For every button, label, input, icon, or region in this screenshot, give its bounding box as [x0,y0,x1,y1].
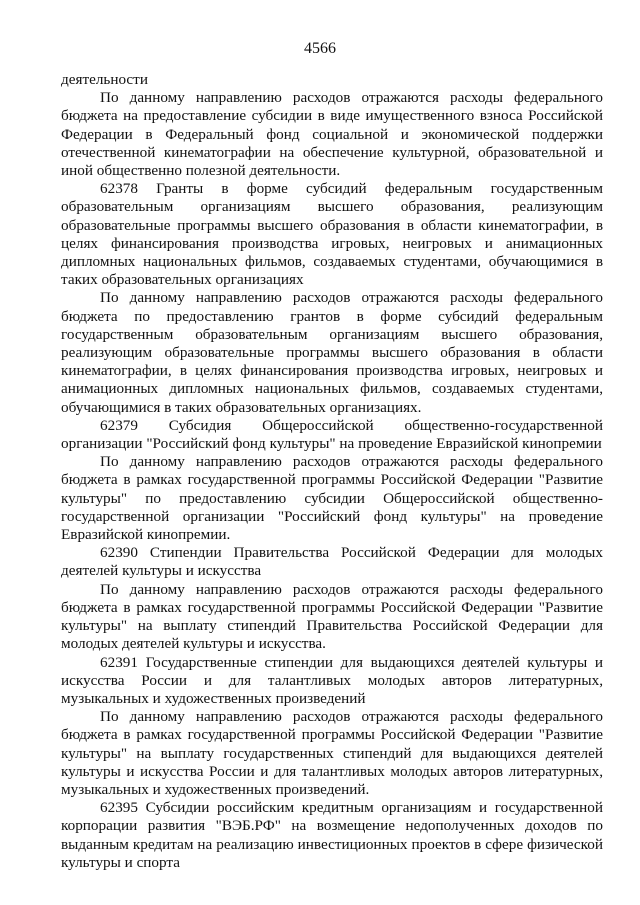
paragraph-expense-description: По данному направлению расходов отражаются расходы федерального бюджета в рамках государственной программы Российской Федерации "Развитие культуры" по предоставлению субсидии Общероссийской общественно-государственной организации "Российский фонд культуры" на проведение Евразийской кинопремии. [61,453,603,544]
paragraph-code-62379: 62379 Субсидия Общероссийской общественно-государственной организации "Российский фонд культуры" на проведение Евразийской кинопремии [61,416,603,453]
page-number: 4566 [304,40,336,57]
paragraph-expense-description: По данному направлению расходов отражаются расходы федерального бюджета на предоставление субсидии в виде имущественного взноса Российской Федерации в Федеральный фонд социальной и экономической поддержки отечественной кинематографии на обеспечение культурной, образовательной и иной общественно полезной деятельности. [61,89,603,180]
paragraph-code-62395: 62395 Субсидии российским кредитным организациям и государственной корпорации развития "ВЭБ.РФ" на возмещение недополученных доходов по выданным кредитам на реализацию инвестиционных проектов в сфере физической культуры и спорта [61,799,603,871]
paragraph-expense-description: По данному направлению расходов отражаются расходы федерального бюджета по предоставлению грантов в форме субсидий федеральным государственным образовательным организациям высшего образования, реализующим образовательные программы высшего образования в области кинематографии, в целях финансирования производства игровых, неигровых и анимационных дипломных национальных фильмов, создаваемых студентами, обучающимися в таких образовательных организациях. [61,289,603,416]
document-body [61,71,603,872]
paragraph-code-62378: 62378 Гранты в форме субсидий федеральным государственным образовательным организациям высшего образования, реализующим образовательные программы высшего образования в области кинематографии, в целях финансирования производства игровых, неигровых и анимационных дипломных национальных фильмов, создаваемых студентами, обучающимися в таких образовательных организациях [61,180,603,289]
paragraph-expense-description: По данному направлению расходов отражаются расходы федерального бюджета в рамках государственной программы Российской Федерации "Развитие культуры" на выплату стипендий Правительства Российской Федерации для молодых деятелей культуры и искусства. [61,580,603,653]
paragraph-continuation: деятельности [61,71,148,88]
paragraph-expense-description: По данному направлению расходов отражаются расходы федерального бюджета в рамках государственной программы Российской Федерации "Развитие культуры" на выплату государственных стипендий для выдающихся деятелей культуры и искусства России и для талантливых молодых авторов литературных, музыкальных и художественных произведений. [61,708,603,798]
paragraph-code-62391: 62391 Государственные стипендии для выдающихся деятелей культуры и искусства России и для талантливых молодых авторов литературных, музыкальных и художественных произведений [61,653,603,707]
paragraph-code-62390: 62390 Стипендии Правительства Российской Федерации для молодых деятелей культуры и искусства [61,544,603,580]
